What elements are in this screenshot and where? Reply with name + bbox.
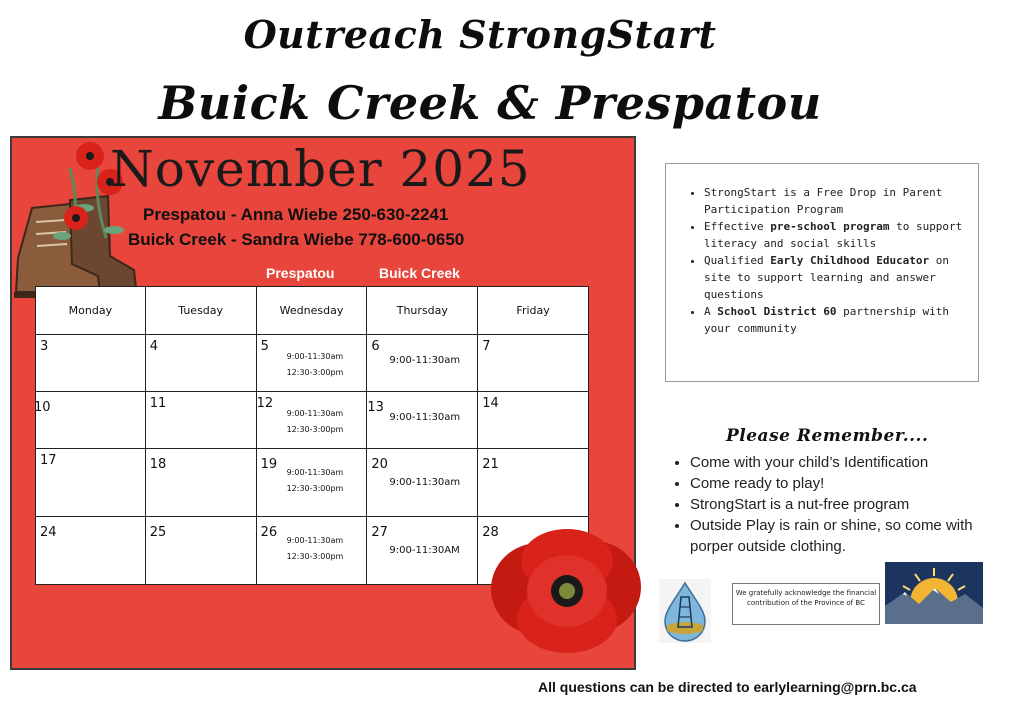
day-cell [145, 392, 256, 449]
session-time-afternoon: 12:30-3:00pm [286, 484, 344, 493]
day-number: 28 [482, 525, 499, 540]
remember-item: • Come ready to play! [690, 473, 1012, 494]
day-number: 17 [40, 453, 57, 468]
day-cell [145, 335, 256, 392]
day-number: 11 [149, 396, 167, 411]
title-line-1: Outreach StrongStart [243, 12, 717, 57]
day-number: 6 [371, 339, 380, 354]
weekday-monday: Monday [36, 287, 146, 335]
day-cell [367, 517, 478, 585]
day-number: 18 [149, 457, 167, 472]
day-number: 19 [260, 457, 278, 472]
day-cell [256, 335, 367, 392]
remember-item: • Outside Play is rain or shine, so come with porper outside clothing. [690, 515, 1012, 557]
session-times [287, 349, 344, 381]
day-cell [256, 392, 367, 449]
session-time-morning: 9:00-11:30am [286, 536, 344, 545]
mountain-sunrise-logo [885, 562, 983, 624]
day-number: 10 [34, 400, 51, 415]
poppy-illustration [487, 527, 645, 657]
weekday-header-row [36, 287, 589, 335]
session-time-morning: 9:00-11:30AM [389, 545, 460, 556]
weekday-wednesday: Wednesday [256, 287, 367, 335]
day-number: 5 [260, 339, 269, 354]
session-time-afternoon: 12:30-3:00pm [286, 425, 344, 434]
contact-prespatou: Prespatou - Anna Wiebe 250-630-2241 [143, 205, 449, 224]
day-number: 24 [40, 525, 57, 540]
session-time-morning: 9:00-11:30am [286, 352, 344, 361]
info-item: • Qualified Early Childhood Educator on site to support learning and answer questions [704, 252, 964, 303]
session-time-morning: 9:00-11:30am [389, 355, 461, 366]
week-row [36, 392, 589, 449]
info-item: • StrongStart is a Free Drop in Parent Participation Program [704, 184, 964, 218]
water-drop-tower-logo [659, 579, 711, 643]
day-cell [256, 449, 367, 517]
day-number: 25 [149, 525, 167, 540]
location-label-wednesday: Prespatou [266, 265, 335, 281]
session-time-afternoon: 12:30-3:00pm [286, 368, 344, 377]
footer-contact: All questions can be directed to earlylearning@prn.bc.ca [538, 679, 917, 695]
remember-list [672, 452, 1012, 557]
day-cell [367, 392, 478, 449]
day-number: 3 [40, 339, 49, 354]
session-time-morning: 9:00-11:30am [286, 409, 344, 418]
contact-buick-creek: Buick Creek - Sandra Wiebe 778-600-0650 [128, 230, 465, 249]
day-number: 14 [482, 396, 499, 411]
day-cell [145, 449, 256, 517]
day-cell [367, 335, 478, 392]
day-cell [367, 449, 478, 517]
weekday-thursday: Thursday [367, 287, 478, 335]
remember-item: • Come with your child’s Identification [690, 452, 1012, 473]
weekday-tuesday: Tuesday [145, 287, 256, 335]
remember-title: Please Remember.... [726, 426, 929, 446]
title-line-2: Buick Creek & Prespatou [158, 76, 822, 130]
day-number: 12 [256, 396, 274, 411]
week-row [36, 449, 589, 517]
session-time-afternoon: 12:30-3:00pm [286, 552, 344, 561]
day-cell [478, 392, 589, 449]
session-time-morning: 9:00-11:30am [389, 477, 461, 488]
day-cell [478, 335, 589, 392]
info-item: • Effective pre-school program to support literacy and social skills [704, 218, 964, 252]
session-time-morning: 9:00-11:30am [389, 412, 461, 423]
session-times [287, 465, 344, 497]
day-number: 21 [482, 457, 499, 472]
location-label-thursday: Buick Creek [379, 265, 460, 281]
remember-item: • StrongStart is a nut-free program [690, 494, 1012, 515]
day-number: 27 [371, 525, 388, 540]
day-number: 7 [482, 339, 491, 354]
day-cell [36, 449, 146, 517]
session-times [287, 406, 344, 438]
month-title: November 2025 [110, 140, 531, 198]
session-time-morning: 9:00-11:30am [286, 468, 344, 477]
day-cell [36, 335, 146, 392]
program-info-box [665, 163, 979, 382]
day-cell [36, 392, 146, 449]
day-cell [145, 517, 256, 585]
acknowledgement-box: We gratefully acknowledge the financial contribution of the Province of BC [732, 583, 880, 625]
week-row [36, 335, 589, 392]
day-number: 20 [371, 457, 388, 472]
day-cell [36, 517, 146, 585]
info-item: • A School District 60 partnership with your community [704, 303, 964, 337]
day-number: 13 [367, 400, 384, 415]
session-times [287, 533, 344, 565]
day-number: 4 [149, 339, 159, 354]
weekday-friday: Friday [478, 287, 589, 335]
day-number: 26 [260, 525, 278, 540]
day-cell [478, 449, 589, 517]
day-cell [256, 517, 367, 585]
